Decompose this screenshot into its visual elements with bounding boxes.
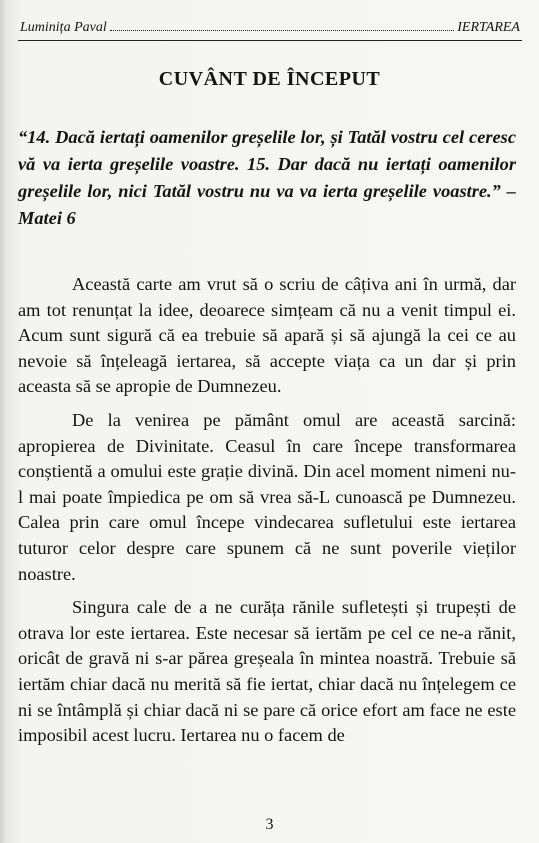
header-rule <box>18 40 522 41</box>
header-dot-leader <box>110 29 455 31</box>
header-author: Luminița Paval <box>20 20 107 35</box>
chapter-title: CUVÂNT DE ÎNCEPUT <box>158 68 381 90</box>
body-text <box>18 272 516 757</box>
running-header <box>20 20 520 36</box>
paragraph: Singura cale de a ne curăța rănile sufletești și trupești de otrava lor este iertarea. Este necesar să iertăm pe cel ce ne-a rănit, oricât de gravă ni s-ar părea greșeala în mintea noastră. Trebuie să iertăm chiar dacă nu merită să fie iertat, chiar dacă nu înțelegem ce ni se întâmplă și chiar dacă ni se pare că orice efort am face ne este imposibil acest lucru. Iertarea nu o facem de <box>18 597 516 746</box>
paragraph: Această carte am vrut să o scriu de câțiva ani în urmă, dar am tot renunțat la idee, deoarece simțeam că nu a venit timpul ei. Acum sunt sigură că ea trebuie să apară și să ajungă la cei ce au nevoie să înțeleagă iertarea, să accepte viața ca un dar și prin aceasta să se apropie de Dumnezeu. <box>18 274 516 397</box>
paragraph: De la venirea pe pământ omul are această sarcină: apropierea de Divinitate. Ceasul în care începe transformarea conștientă a omului este grație divină. Din acel moment nimeni nu-l mai poate împiedica pe om să vrea să-L cunoască pe Dumnezeu. Calea prin care omul începe vindecarea sufletului este iertarea tuturor celor despre care spunem că ne sunt poverile vieților noastre. <box>18 409 516 584</box>
page-number: 3 <box>265 816 274 833</box>
header-book-title: IERTAREA <box>457 20 520 35</box>
epigraph-quote: “14. Dacă iertați oamenilor greșelile lor, și Tatăl vostru cel ceresc vă va ierta greșelile voastre. 15. Dar dacă nu iertați oamenilor greșelile lor, nici Tatăl vostru nu va va ierta greșelile voastre.” – Matei 6 <box>18 127 516 228</box>
